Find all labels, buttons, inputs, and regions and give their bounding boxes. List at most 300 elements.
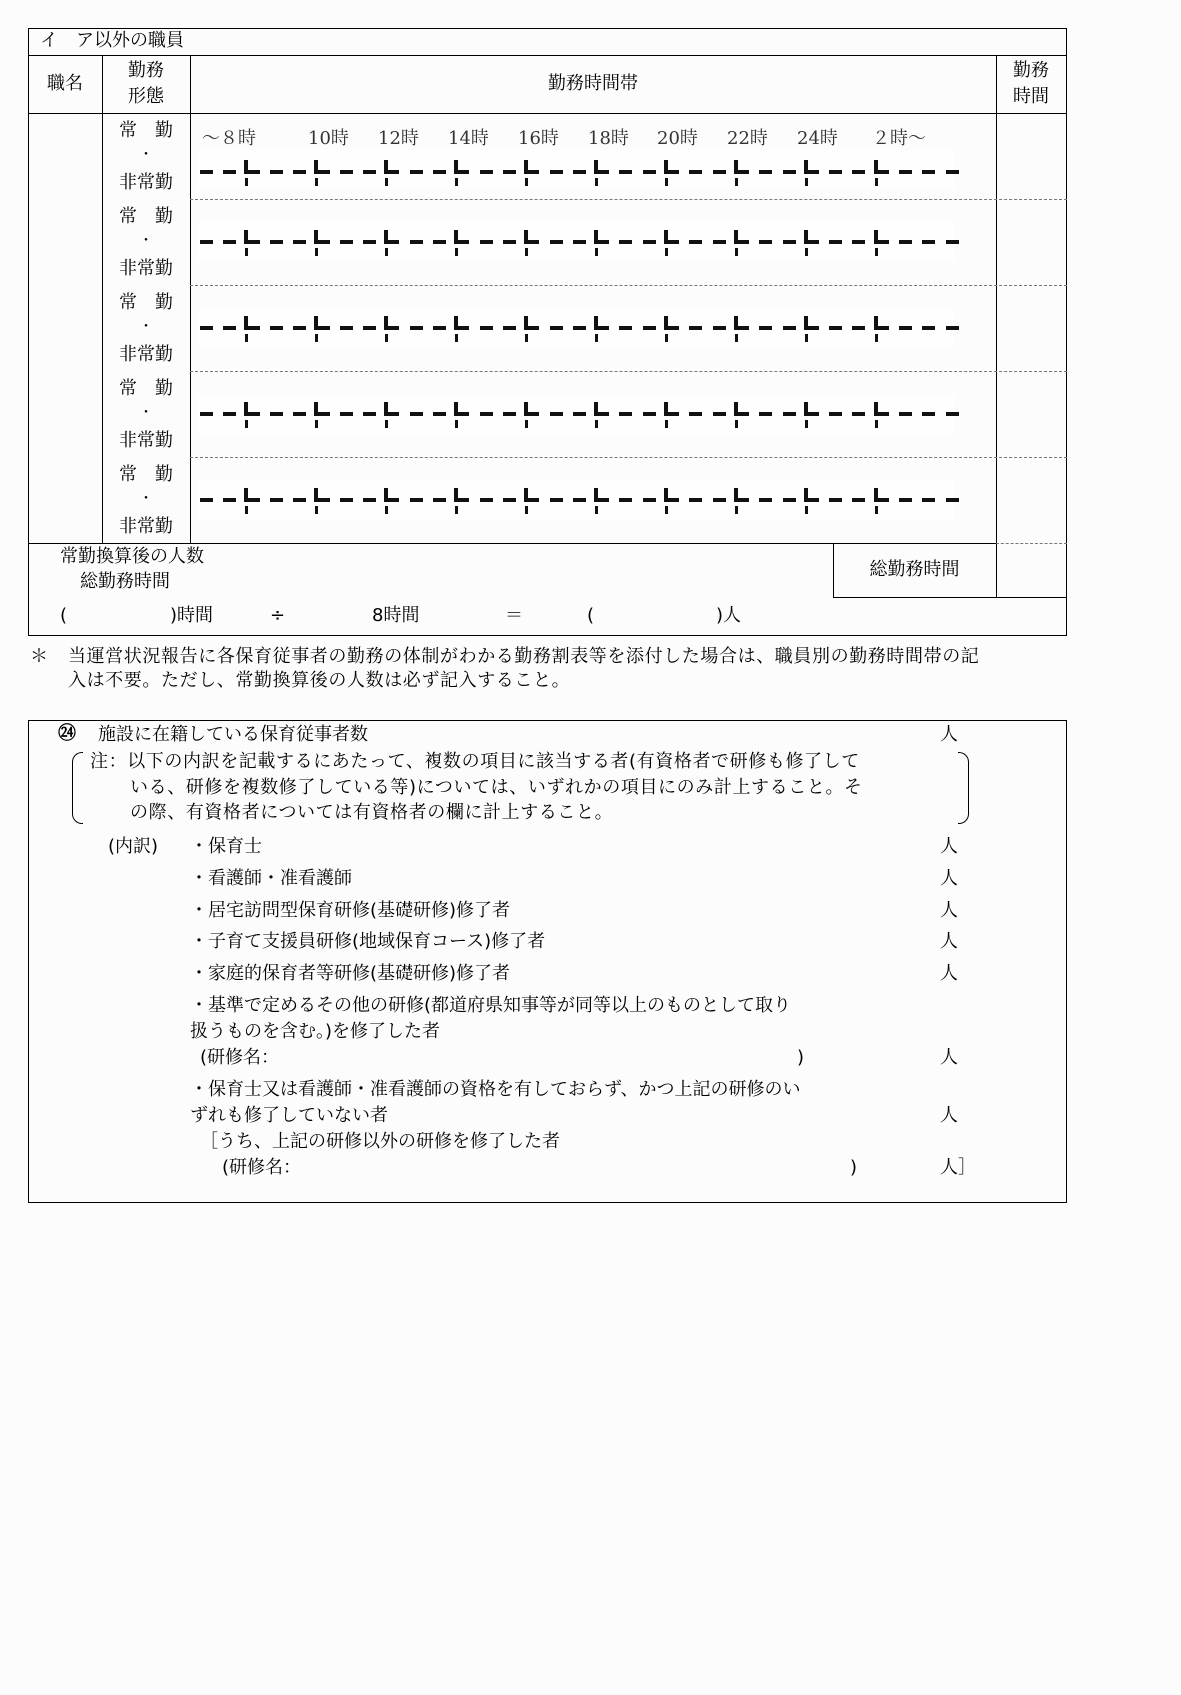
formula-open-paren-2: ( [587,605,595,626]
header-employment-type-1: 勤務 [128,60,164,81]
axis-dash [946,412,959,416]
axis-tick-half [735,248,738,256]
axis-tick [314,316,318,330]
axis-dash [340,170,353,174]
axis-dash [503,498,516,502]
axis-tick-half [665,420,668,428]
axis-tick-half [735,420,738,428]
employment-type-parttime[interactable]: 非常勤 [119,344,173,365]
axis-tick [594,488,598,502]
axis-tick [314,230,318,244]
axis-dash [596,412,609,416]
header-work-hours-2: 時間 [1013,86,1049,107]
axis-tick-half [525,506,528,514]
axis-dash [619,326,632,330]
axis-dash [643,326,656,330]
time-label: ２時～ [872,128,926,149]
axis-tick-half [805,248,808,256]
axis-tick-half [315,334,318,342]
axis-tick [874,402,878,416]
axis-dash [713,498,726,502]
axis-tick [804,316,808,330]
axis-dash [340,326,353,330]
course-name-label: (研修名： [200,1047,280,1068]
axis-dash [363,240,376,244]
time-label: 10時 [308,128,349,149]
work-hours-cell[interactable] [997,200,1066,285]
axis-dash [922,498,935,502]
axis-dash [480,240,493,244]
item-count-input[interactable] [860,1104,936,1128]
item-label: ・居宅訪問型保育研修(基礎研修)修了者 [190,900,511,921]
time-label: 20時 [657,128,698,149]
timeline-axis[interactable] [198,308,954,348]
axis-dash [783,240,796,244]
axis-tick [454,402,458,416]
axis-tick-half [595,178,598,186]
axis-dash [689,412,702,416]
work-hours-cell[interactable] [997,458,1066,543]
total-unit: 人 [940,724,958,745]
job-title-cell[interactable] [29,372,101,457]
axis-tick [734,402,738,416]
employment-type-parttime[interactable]: 非常勤 [119,258,173,279]
axis-tick-half [315,178,318,186]
row-divider [190,285,1067,286]
axis-dash [759,326,772,330]
axis-dash [852,498,865,502]
axis-dash [223,412,236,416]
axis-dash [689,170,702,174]
axis-dash [247,412,260,416]
employment-type-fulltime[interactable]: 常 勤 [119,120,173,141]
axis-dash [713,412,726,416]
axis-dash [340,412,353,416]
axis-dash [480,412,493,416]
employment-type-parttime[interactable]: 非常勤 [119,516,173,537]
axis-tick-half [455,420,458,428]
axis-dash [317,170,330,174]
axis-tick [594,402,598,416]
course-name-close: ) [850,1157,858,1178]
axis-dash [759,240,772,244]
axis-dash [829,326,842,330]
axis-dash [573,170,586,174]
axis-dash [619,240,632,244]
axis-dash [480,170,493,174]
item-unit: 人 [940,868,958,889]
axis-dash [200,412,213,416]
axis-dash [899,326,912,330]
axis-dash [689,326,702,330]
job-title-cell[interactable] [29,114,101,199]
divider [833,597,1067,598]
note-line-3: の際、有資格者については有資格者の欄に計上すること。 [130,802,614,823]
axis-tick [524,316,528,330]
section-title: イ ア以外の職員 [40,30,184,51]
axis-dash [456,170,469,174]
axis-tick-half [245,178,248,186]
axis-dash [829,240,842,244]
axis-tick-half [455,334,458,342]
axis-dash [223,240,236,244]
work-hours-cell[interactable] [997,114,1066,199]
employment-type-dot: ・ [139,147,153,163]
divider [190,55,191,543]
work-hours-cell[interactable] [997,372,1066,457]
job-title-cell[interactable] [29,286,101,371]
axis-dash [410,498,423,502]
axis-tick [874,160,878,174]
axis-dash [946,240,959,244]
note-line-2: いる、研修を複数修了している等)については、いずれかの項目にのみ計上すること。そ [130,777,863,798]
job-title-cell[interactable] [29,200,101,285]
axis-dash [200,170,213,174]
axis-dash [946,326,959,330]
time-label: ～８時 [202,128,256,149]
axis-dash [922,240,935,244]
item-unit: 人 [940,931,958,952]
axis-dash [363,326,376,330]
axis-dash [503,240,516,244]
divider [28,55,1067,56]
item-count-input[interactable] [860,962,936,986]
axis-dash [619,170,632,174]
item-count-input[interactable] [860,899,936,923]
total-staff-input[interactable] [860,722,936,746]
axis-dash [293,170,306,174]
axis-tick-half [805,178,808,186]
time-label: 14時 [448,128,489,149]
item-unit: 人 [940,1047,958,1068]
axis-dash [899,412,912,416]
axis-dash [200,240,213,244]
axis-tick-half [875,420,878,428]
axis-dash [293,498,306,502]
formula-persons-input[interactable] [600,604,712,628]
axis-dash [317,498,330,502]
axis-dash [922,326,935,330]
axis-dash [503,326,516,330]
axis-dash [410,170,423,174]
axis-dash [503,170,516,174]
employment-type-fulltime[interactable]: 常 勤 [119,378,173,399]
section-title: 施設に在籍している保育従事者数 [98,724,368,745]
axis-dash [200,326,213,330]
axis-dash [526,240,539,244]
axis-dash [689,498,702,502]
axis-dash [852,326,865,330]
item-label: ・看護師・准看護師 [190,868,352,889]
axis-dash [200,498,213,502]
axis-tick-half [525,248,528,256]
axis-dash [550,240,563,244]
axis-dash [852,412,865,416]
axis-dash [480,498,493,502]
item-label-line-2: ずれも修了していない者 [190,1105,388,1126]
job-title-cell[interactable] [29,458,101,543]
employment-type-fulltime[interactable]: 常 勤 [119,292,173,313]
employment-type-fulltime[interactable]: 常 勤 [119,464,173,485]
axis-dash [270,240,283,244]
axis-dash [550,326,563,330]
axis-tick-half [385,506,388,514]
axis-tick [804,402,808,416]
axis-dash [293,412,306,416]
axis-tick-half [525,334,528,342]
axis-tick [244,230,248,244]
row-divider [190,199,1067,200]
axis-tick [524,230,528,244]
total-hours-label: 総勤務時間 [869,559,960,580]
row-divider [190,457,1067,458]
axis-dash [480,326,493,330]
axis-tick-half [245,248,248,256]
axis-dash [899,240,912,244]
formula-divisor: 8時間 [372,605,420,626]
axis-dash [410,326,423,330]
timeline-axis[interactable] [198,394,954,434]
axis-tick-half [315,248,318,256]
axis-tick-half [805,420,808,428]
header-job-title: 職名 [47,73,83,94]
sub-item-count-input[interactable] [870,1156,936,1180]
axis-dash [363,498,376,502]
axis-tick-half [595,334,598,342]
axis-tick [594,316,598,330]
axis-tick [454,316,458,330]
employment-type-dot: ・ [139,233,153,249]
sub-item-unit: 人］ [940,1157,976,1178]
axis-tick-half [665,334,668,342]
work-hours-cell[interactable] [997,286,1066,371]
axis-tick [524,160,528,174]
timeline-axis[interactable] [198,222,954,262]
axis-dash [340,498,353,502]
axis-dash [363,170,376,174]
item-unit: 人 [940,900,958,921]
axis-tick-half [875,334,878,342]
axis-dash [550,170,563,174]
timeline-axis[interactable] [198,480,954,520]
axis-tick [314,488,318,502]
axis-tick [384,160,388,174]
axis-tick [734,316,738,330]
total-hours-cell[interactable] [997,544,1066,597]
axis-tick [314,402,318,416]
time-label: 16時 [518,128,559,149]
axis-dash [410,240,423,244]
axis-tick [804,488,808,502]
axis-dash [643,240,656,244]
axis-dash [759,412,772,416]
axis-tick [874,316,878,330]
axis-dash [317,326,330,330]
section-number: ㉔ [58,723,76,744]
axis-dash [526,170,539,174]
axis-dash [596,170,609,174]
employment-type-parttime[interactable]: 非常勤 [119,172,173,193]
axis-tick-half [875,248,878,256]
axis-tick-half [315,506,318,514]
time-label: 18時 [588,128,629,149]
axis-dash [456,412,469,416]
sub-item-label: ［うち、上記の研修以外の研修を修了した者 [200,1131,560,1152]
axis-dash [783,170,796,174]
axis-dash [317,412,330,416]
axis-tick [384,316,388,330]
note-bracket-left [72,752,83,824]
axis-tick [594,160,598,174]
axis-dash [386,170,399,174]
axis-tick-half [665,248,668,256]
axis-dash [550,412,563,416]
time-label: 12時 [378,128,419,149]
axis-dash [759,498,772,502]
axis-dash [713,170,726,174]
axis-tick-half [245,420,248,428]
item-label: ・保育士 [190,836,262,857]
breakdown-label: (内訳) [108,836,159,857]
axis-dash [223,498,236,502]
note-line-1: 注：以下の内訳を記載するにあたって、複数の項目に該当する者(有資格者で研修も修了して [90,751,860,772]
axis-tick-half [735,506,738,514]
axis-tick-half [805,334,808,342]
summary-label-total-hours: 総勤務時間 [80,571,170,592]
axis-dash [526,412,539,416]
axis-tick [594,230,598,244]
axis-dash [247,240,260,244]
axis-tick-half [525,420,528,428]
axis-tick [454,160,458,174]
axis-dash [340,240,353,244]
item-unit: 人 [940,1105,958,1126]
course-name-label: (研修名： [222,1157,302,1178]
axis-dash [713,240,726,244]
item-count-input[interactable] [860,867,936,891]
formula-persons-unit: )人 [716,605,742,626]
axis-dash [223,326,236,330]
item-label-line-1: ・保育士又は看護師・准看護師の資格を有しておらず、かつ上記の研修のい [190,1079,801,1100]
axis-dash [317,240,330,244]
item-count-input[interactable] [860,1046,936,1070]
axis-dash [783,412,796,416]
axis-dash [456,498,469,502]
axis-dash [643,412,656,416]
axis-dash [433,326,446,330]
item-label-line-1: ・基準で定めるその他の研修(都道府県知事等が同等以上のものとして取り [190,995,792,1016]
axis-tick-half [245,506,248,514]
header-work-hours-1: 勤務 [1013,60,1049,81]
axis-tick-half [595,420,598,428]
axis-tick-half [455,178,458,186]
axis-dash [386,326,399,330]
axis-tick [384,488,388,502]
axis-tick-half [735,334,738,342]
timeline-axis[interactable] [198,150,954,190]
note-bracket-right [958,752,969,824]
axis-dash [573,240,586,244]
axis-dash [852,240,865,244]
axis-dash [247,498,260,502]
axis-dash [852,170,865,174]
axis-tick [874,488,878,502]
axis-dash [270,412,283,416]
employment-type-dot: ・ [139,491,153,507]
item-label-line-2: 扱うものを含む。)を修了した者 [190,1021,441,1042]
axis-dash [619,412,632,416]
course-name-input[interactable] [290,1046,790,1070]
time-label: 22時 [727,128,768,149]
axis-tick-half [385,420,388,428]
axis-dash [386,498,399,502]
axis-dash [386,240,399,244]
axis-tick-half [875,178,878,186]
item-count-input[interactable] [860,835,936,859]
axis-dash [433,498,446,502]
formula-equals: ＝ [505,605,523,626]
header-employment-type-2: 形態 [128,86,164,107]
axis-tick-half [385,248,388,256]
course-name-input[interactable] [312,1156,842,1180]
axis-dash [270,326,283,330]
axis-tick-half [595,248,598,256]
axis-tick-half [665,506,668,514]
axis-tick [384,402,388,416]
footnote-line-1: 当運営状況報告に各保育従事者の勤務の体制がわかる勤務割表等を添付した場合は、職員別の勤務時間帯の記 [68,646,980,667]
axis-tick [664,402,668,416]
axis-dash [596,498,609,502]
axis-tick-half [315,420,318,428]
time-label: 24時 [797,128,838,149]
axis-dash [573,412,586,416]
axis-dash [433,412,446,416]
axis-tick-half [525,178,528,186]
employment-type-fulltime[interactable]: 常 勤 [119,206,173,227]
axis-tick-half [245,334,248,342]
axis-tick [314,160,318,174]
axis-dash [293,326,306,330]
axis-dash [619,498,632,502]
employment-type-parttime[interactable]: 非常勤 [119,430,173,451]
row-divider [190,371,1067,372]
axis-dash [596,326,609,330]
axis-dash [643,498,656,502]
divider [28,543,996,544]
item-count-input[interactable] [860,930,936,954]
axis-tick [524,488,528,502]
axis-tick [454,488,458,502]
axis-tick [664,316,668,330]
axis-tick [874,230,878,244]
axis-dash [270,170,283,174]
axis-dash [922,170,935,174]
formula-hours-unit: )時間 [170,605,214,626]
axis-dash [689,240,702,244]
axis-dash [922,412,935,416]
axis-dash [526,498,539,502]
axis-tick-half [735,178,738,186]
axis-tick [664,230,668,244]
axis-tick [664,488,668,502]
formula-hours-input[interactable] [72,604,168,628]
axis-dash [247,326,260,330]
axis-dash [596,240,609,244]
formula-divide: ÷ [270,605,286,626]
axis-dash [410,412,423,416]
employment-type-dot: ・ [139,405,153,421]
axis-dash [899,498,912,502]
